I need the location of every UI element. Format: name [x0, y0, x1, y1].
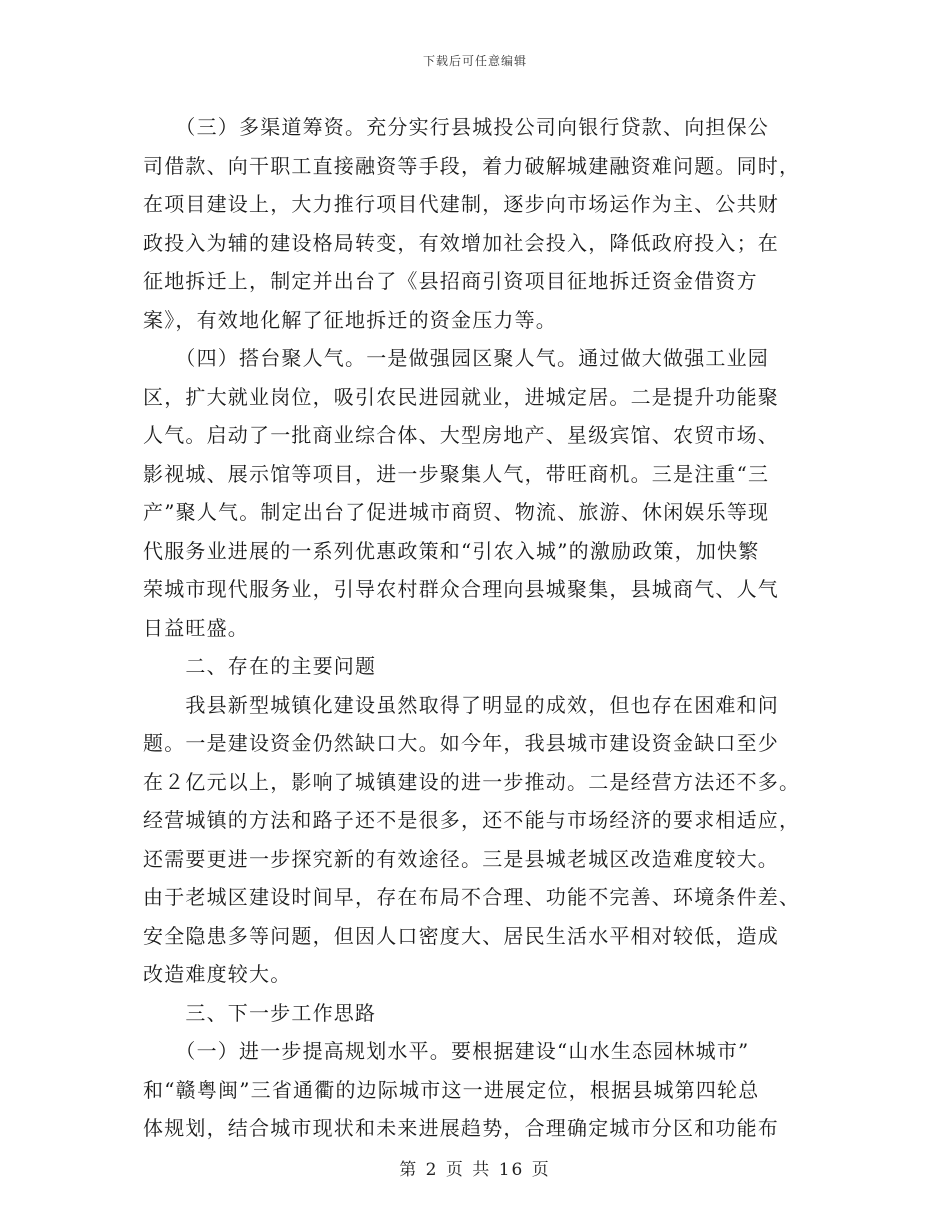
text-line: 我县新型城镇化建设虽然取得了明显的成效，但也存在困难和问: [143, 692, 779, 717]
text-line: 荣城市现代服务业，引导农村群众合理向县城聚集，县城商气、人气: [143, 577, 779, 601]
text-line: 还需要更进一步探究新的有效途径。三是县城老城区改造难度较大。: [143, 846, 779, 871]
text-line: （四）搭台聚人气。一是做强园区聚人气。通过做大做强工业园: [143, 346, 769, 370]
text-line: 政投入为辅的建设格局转变，有效增加社会投入，降低政府投入；在: [143, 230, 779, 255]
text-line: 安全隐患多等问题，但因人口密度大、居民生活水平相对较低，造成: [143, 923, 779, 948]
text-line: 题。一是建设资金仍然缺口大。如今年，我县城市建设资金缺口至少: [143, 731, 779, 755]
text-line: 在２亿元以上，影响了城镇建设的进一步推动。二是经营方法还不多。: [143, 769, 801, 794]
text-line: 征地拆迁上，制定并出台了《县招商引资项目征地拆迁资金借资方: [143, 269, 758, 293]
text-line: 改造难度较大。: [143, 962, 292, 986]
text-line: 案》，有效地化解了征地拆迁的资金压力等。: [143, 307, 557, 332]
text-line: （三）多渠道筹资。充分实行县城投公司向银行贷款、向担保公: [143, 115, 769, 139]
text-line: 人气。启动了一批商业综合体、大型房地产、星级宾馆、农贸市场、: [143, 423, 779, 447]
page-header: 下载后可任意编辑: [422, 54, 527, 68]
text-line: 司借款、向干职工直接融资等手段，着力破解城建融资难问题。同时，: [143, 153, 801, 178]
page-number: 第 2 页 共 16 页: [399, 1160, 551, 1180]
text-line: 影视城、展示馆等项目，进一步聚集人气，带旺商机。三是注重“三: [143, 461, 770, 486]
text-line: 产”聚人气。制定出台了促进城市商贸、物流、旅游、休闲娱乐等现: [143, 500, 770, 524]
document-body: [143, 108, 801, 1148]
text-line: 由于老城区建设时间早，存在布局不合理、功能不完善、环境条件差、: [143, 885, 801, 909]
section-heading: 二、存在的主要问题: [143, 654, 377, 678]
text-line: 代服务业进展的一系列优惠政策和“引农入城”的激励政策，加快繁: [143, 538, 760, 563]
text-line: 日益旺盛。: [143, 615, 249, 640]
text-line: 体规划，结合城市现状和未来进展趋势，合理确定城市分区和功能布: [143, 1116, 779, 1140]
text-line: 在项目建设上，大力推行项目代建制，逐步向市场运作为主、公共财: [143, 192, 779, 216]
text-line: 区，扩大就业岗位，吸引农民进园就业，进城定居。二是提升功能聚: [143, 384, 779, 409]
section-heading: 三、下一步工作思路: [143, 1000, 377, 1025]
text-line: 经营城镇的方法和路子还不是很多，还不能与市场经济的要求相适应，: [143, 808, 801, 832]
text-line: 和“赣粤闽”三省通衢的边际城市这一进展定位，根据县城第四轮总: [143, 1077, 760, 1102]
text-line: （一）进一步提高规划水平。要根据建设“山水生态园林城市”: [143, 1039, 750, 1063]
